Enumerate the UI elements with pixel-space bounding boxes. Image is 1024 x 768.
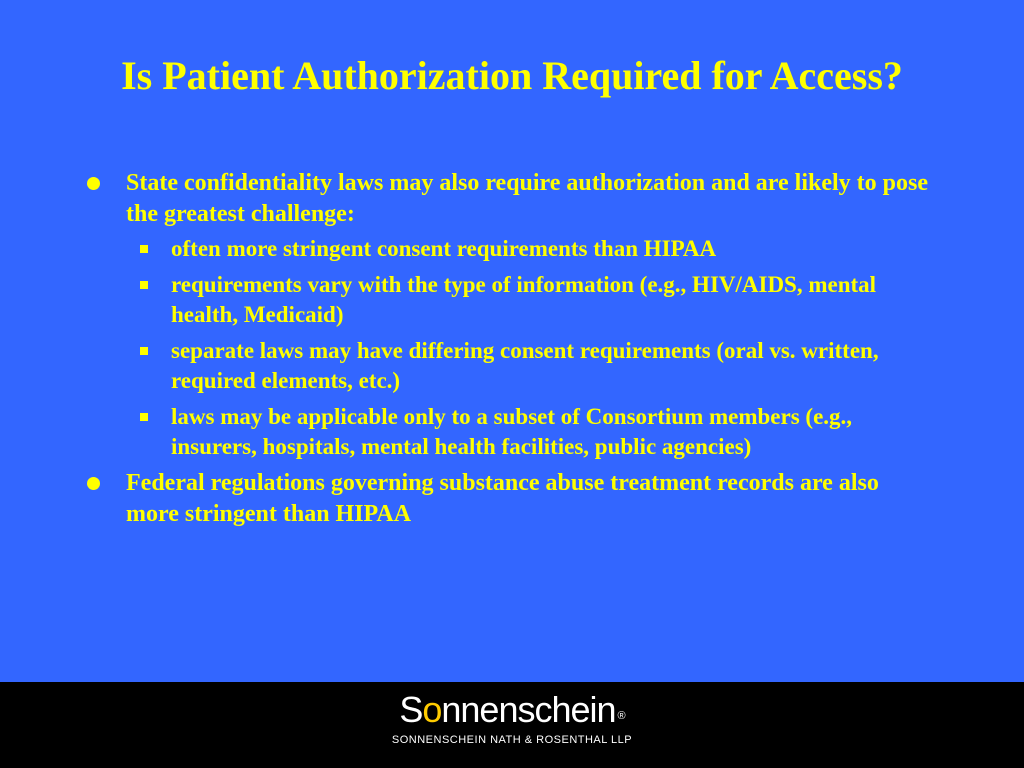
- bullet-text: State confidentiality laws may also require authorization and are likely to pose the greatest challenge:: [126, 170, 928, 227]
- bullet-list: [0, 168, 1024, 535]
- sub-bullet-item: [126, 234, 934, 264]
- bullet-item: [0, 468, 1024, 530]
- sub-bullet-list: [126, 234, 934, 462]
- company-logo: [0, 690, 1024, 736]
- bullet-text: Federal regulations governing substance abuse treatment records are also more stringent than HIPAA: [126, 470, 879, 527]
- square-bullet-icon: [140, 413, 148, 421]
- round-bullet-icon: [87, 177, 100, 190]
- sub-bullet-item: [126, 270, 934, 330]
- sub-bullet-text: often more stringent consent requirements than HIPAA: [171, 236, 717, 261]
- square-bullet-icon: [140, 347, 148, 355]
- sub-bullet-text: separate laws may have differing consent requirements (oral vs. written, required elements, etc.): [171, 338, 879, 393]
- sub-bullet-item: [126, 336, 934, 396]
- square-bullet-icon: [140, 281, 148, 289]
- logo-rest: nnenschein: [441, 689, 616, 730]
- footer-bar: [0, 682, 1024, 768]
- sub-bullet-text: requirements vary with the type of information (e.g., HIV/AIDS, mental health, Medicaid): [171, 272, 877, 327]
- logo-letter-o: o: [422, 689, 442, 730]
- registered-mark: ®: [617, 710, 625, 722]
- square-bullet-icon: [140, 245, 148, 253]
- sub-bullet-text: laws may be applicable only to a subset of Consortium members (e.g., insurers, hospitals, mental health facilities, public agencies): [171, 404, 853, 459]
- bullet-item: [0, 168, 1024, 462]
- company-tagline: SONNENSCHEIN NATH & ROSENTHAL LLP: [391, 734, 633, 746]
- logo-letter-s: S: [399, 689, 423, 730]
- slide-title: Is Patient Authorization Required for Access?: [121, 53, 903, 98]
- round-bullet-icon: [87, 477, 100, 490]
- sub-bullet-item: [126, 402, 934, 462]
